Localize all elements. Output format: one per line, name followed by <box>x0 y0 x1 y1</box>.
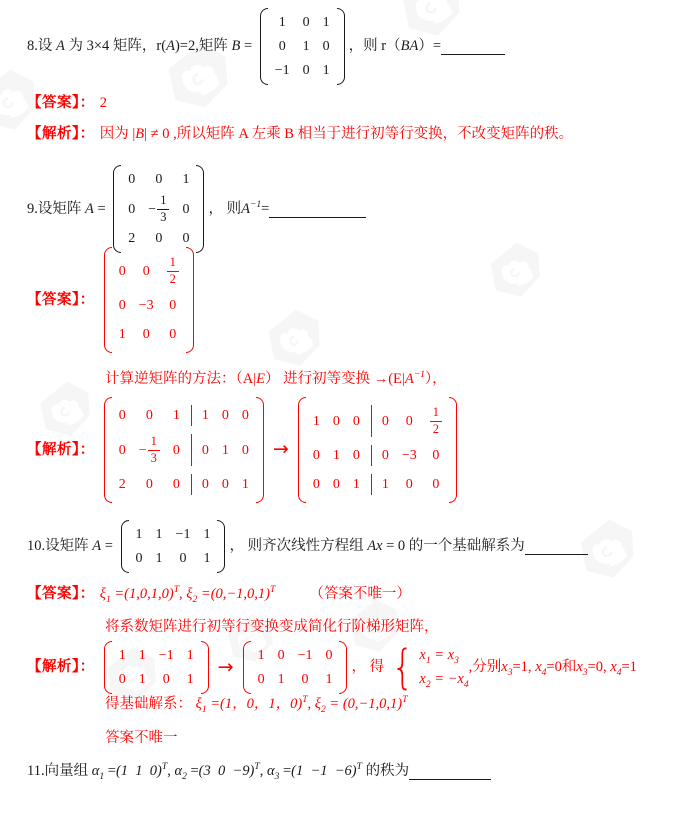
left-brace: { <box>391 639 414 694</box>
matrix-a9: 0 0 1 0 − $\frac{1}{3}$ 0 2 0 0 <box>113 165 204 253</box>
analysis-10-mid-text: ， 得 <box>351 658 385 675</box>
matrix-right-paren <box>256 397 264 503</box>
answer-label: 【答案】： <box>27 291 95 308</box>
rref-matrix: 1 0 −1 0 0 1 0 1 <box>243 641 348 694</box>
answer-blank-8 <box>441 54 505 55</box>
problem-10-text-after: ， 则齐次线性方程组 Ax = 0 的一个基础解系为 <box>229 537 525 554</box>
problem-11-text: 11.向量组 $\alpha_1$ = (1 1 0)$^T$ , $\alpha_2$ = (3 0 −9)$^T$ , $\alpha_3$ = (1 −1 −6)$^T$ 的秩为 <box>27 761 410 782</box>
matrix-a10: 1 1 −1 1 0 1 0 1 <box>121 520 226 573</box>
system-equation-1: $x_1 = x_3$ <box>419 646 459 666</box>
answer-blank-9 <box>269 217 366 218</box>
analysis-9-line <box>27 397 461 503</box>
answer-8-value: 2 <box>99 95 107 111</box>
method-9-line <box>105 369 447 390</box>
matrix-left-paren <box>298 397 306 503</box>
matrix-a9-inverse: 0 0 1 2 0 −3 0 1 0 0 <box>104 247 194 353</box>
problem-9-text-after: ， 则 $A^{-1}$ = <box>208 198 270 217</box>
matrix-right-paren <box>201 641 209 694</box>
matrix-right-paren <box>186 247 194 353</box>
analysis-label: 【解析】： <box>27 126 95 142</box>
matrix-left-paren <box>243 641 251 694</box>
answer-9-line <box>27 247 198 353</box>
matrix-right-paren <box>339 641 347 694</box>
matrix-left-paren <box>104 247 112 353</box>
answer-label: 【答案】： <box>27 95 95 111</box>
problem-9-text-before: 9.设矩阵 A = <box>27 200 110 217</box>
method-9-text: 计算逆矩阵的方法：（A| E ） 进行初等变换 →(E| $A^{-1}$ ）， <box>105 369 447 387</box>
unique-10-line <box>105 728 178 749</box>
analysis-8-line <box>27 124 573 145</box>
matrix-left-paren <box>260 8 268 85</box>
analysis-label: 【解析】： <box>27 658 95 675</box>
answer-10-line <box>27 584 411 605</box>
arrow-right-icon: → <box>272 438 289 461</box>
answer-blank-11 <box>409 779 491 780</box>
unique-10-text: 答案不唯一 <box>105 730 178 746</box>
augmented-matrix-2: 1 0 0 0 0 1 2 0 1 0 0 −3 0 0 0 1 1 0 0 <box>298 397 457 503</box>
system-equation-2: $x_2 = -x_4$ <box>419 671 469 690</box>
analysis-10-line <box>27 641 637 694</box>
matrix-right-paren <box>196 165 204 253</box>
analysis-10-tail-text: ,分别 $x_3$ =1, $x_4$ =0和 $x_3$ =0, $x_4$ =1 <box>468 658 637 678</box>
problem-10-text-before: 10.设矩阵 A = <box>27 537 117 554</box>
matrix-right-paren <box>337 8 345 85</box>
matrix-left-paren <box>104 641 112 694</box>
coefficient-matrix: 1 1 −1 1 0 1 0 1 <box>104 641 209 694</box>
matrix-left-paren <box>113 165 121 253</box>
arrow-right-icon: → <box>217 655 234 678</box>
answer-8-line <box>27 93 107 114</box>
watermark-hex-cloud-icon <box>266 310 322 366</box>
basis-10-line <box>105 694 407 715</box>
watermark-hex-cloud-icon <box>488 243 542 297</box>
analysis-label: 【解析】： <box>27 441 95 458</box>
problem-8-text-after: ，则 r（ BA ）= <box>348 37 442 54</box>
problem-8-text-before: 8.设 A 为 3×4 矩阵，r( A )=2,矩阵 B = <box>27 37 256 54</box>
problem-9-line <box>27 165 366 253</box>
matrix-left-paren <box>104 397 112 503</box>
problem-8-line <box>27 8 505 85</box>
basis-10-text: 得基础解系： $\xi_1 =(1$，0，1，0)$^T$, $\xi_2 = (0,-1,0,1)^T$ <box>105 694 408 715</box>
matrix-b: 1 0 1 0 1 0 −1 0 1 <box>260 8 345 85</box>
analysis-8-text: 因为 | B | ≠ 0 ,所以矩阵 A 左乘 B 相当于进行初等行变换，不改变矩阵的秩。 <box>99 126 574 142</box>
equation-system <box>388 639 469 694</box>
problem-10-line <box>27 520 588 573</box>
note-10-line <box>105 617 439 638</box>
answer-blank-10 <box>525 554 588 555</box>
matrix-right-paren <box>449 397 457 503</box>
answer-10-note: （答案不唯一） <box>309 586 411 602</box>
augmented-matrix-1: 0 0 1 1 0 0 0 − $\frac{1}{3}$ 0 0 1 0 2 0 0 0 0 1 <box>104 397 264 503</box>
answer-label: 【答案】： <box>27 586 95 602</box>
matrix-left-paren <box>121 520 129 573</box>
note-10-text: 将系数矩阵进行初等行变换变成简化行阶梯形矩阵， <box>105 619 439 635</box>
problem-11-line <box>27 761 491 782</box>
answer-10-value: $\xi_1 =(1,0,1,0)^T$, $\xi_2 =(0,-1,0,1)^T$ <box>99 584 276 605</box>
matrix-right-paren <box>217 520 225 573</box>
